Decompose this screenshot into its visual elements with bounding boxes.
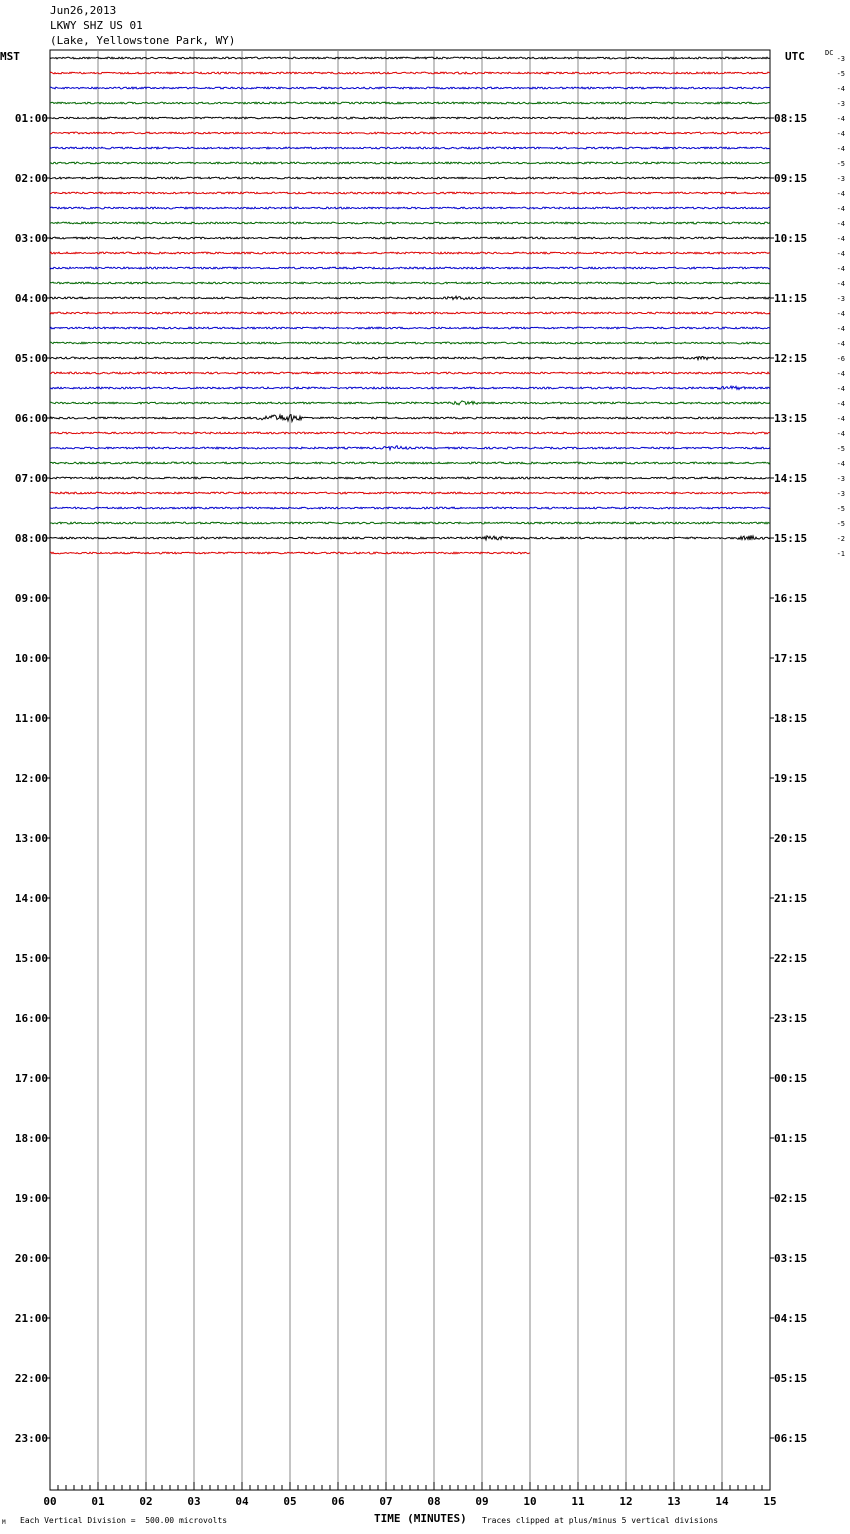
dc-offset-label: -3	[836, 175, 845, 183]
seismic-trace-25	[50, 432, 770, 434]
seismic-trace-1	[50, 72, 770, 74]
chart-date: Jun26,2013	[50, 4, 117, 17]
seismic-trace-17	[50, 312, 770, 314]
dc-offset-label: -3	[836, 490, 845, 498]
seismic-trace-19	[50, 342, 770, 344]
x-tick-label: 06	[331, 1495, 345, 1508]
x-axis-label: TIME (MINUTES)	[374, 1512, 467, 1525]
dc-offset-label: -2	[836, 535, 845, 543]
right-hour-label: 06:15	[774, 1432, 808, 1445]
right-hour-label: 04:15	[774, 1312, 808, 1325]
x-tick-label: 11	[571, 1495, 585, 1508]
seismic-trace-18	[50, 327, 770, 329]
right-hour-label: 08:15	[774, 112, 808, 125]
dc-offset-label: -5	[836, 70, 845, 78]
right-hour-label: 23:15	[774, 1012, 808, 1025]
dc-offset-label: -4	[836, 460, 845, 468]
right-hour-label: 10:15	[774, 232, 808, 245]
right-hour-label: 05:15	[774, 1372, 808, 1385]
left-hour-label: 05:00	[14, 352, 48, 365]
seismic-trace-11	[50, 222, 770, 224]
seismic-trace-9	[50, 192, 770, 194]
dc-offset-label: -4	[836, 220, 845, 228]
dc-offset-label: -4	[836, 310, 845, 318]
left-hour-label: 13:00	[14, 832, 48, 845]
right-hour-label: 02:15	[774, 1192, 808, 1205]
x-tick-label: 05	[283, 1495, 297, 1508]
left-hour-label: 10:00	[14, 652, 48, 665]
seismic-trace-0	[50, 57, 770, 59]
dc-offset-label: -4	[836, 115, 845, 123]
dc-offset-label: -4	[836, 85, 845, 93]
left-hour-label: 18:00	[14, 1132, 48, 1145]
seismic-trace-16	[50, 296, 770, 299]
x-tick-label: 14	[715, 1495, 729, 1508]
seismic-trace-6	[50, 147, 770, 149]
left-hour-label: 04:00	[14, 292, 48, 305]
right-hour-label: 00:15	[774, 1072, 808, 1085]
dc-label: DC	[825, 49, 834, 57]
chart-title: LKWY SHZ US 01	[50, 19, 143, 32]
x-tick-label: 00	[43, 1495, 57, 1508]
x-tick-label: 13	[667, 1495, 681, 1508]
right-hour-label: 03:15	[774, 1252, 808, 1265]
seismic-trace-15	[50, 282, 770, 284]
seismic-trace-14	[50, 267, 770, 269]
right-hour-label: 09:15	[774, 172, 808, 185]
dc-offset-label: -4	[836, 145, 845, 153]
left-hour-label: 06:00	[14, 412, 48, 425]
dc-offset-label: -4	[836, 400, 845, 408]
dc-offset-label: -6	[836, 355, 845, 363]
right-hour-label: 20:15	[774, 832, 808, 845]
left-hour-label: 09:00	[14, 592, 48, 605]
dc-offset-label: -4	[836, 325, 845, 333]
dc-offset-label: -5	[836, 160, 845, 168]
right-hour-label: 15:15	[774, 532, 808, 545]
dc-offset-label: -5	[836, 520, 845, 528]
seismic-trace-22	[50, 386, 770, 389]
dc-offset-label: -4	[836, 430, 845, 438]
seismic-trace-26	[50, 446, 770, 450]
clip-note: Traces clipped at plus/minus 5 vertical divisions	[482, 1516, 719, 1525]
x-tick-label: 15	[763, 1495, 777, 1508]
footer-mark: M	[2, 1519, 6, 1526]
dc-offset-label: -4	[836, 205, 845, 213]
seismic-trace-5	[50, 132, 770, 134]
right-hour-label: 13:15	[774, 412, 808, 425]
dc-offset-label: -4	[836, 265, 845, 273]
dc-offset-label: -4	[836, 235, 845, 243]
x-tick-label: 07	[379, 1495, 393, 1508]
right-hour-label: 19:15	[774, 772, 808, 785]
left-hour-label: 01:00	[14, 112, 48, 125]
seismic-trace-30	[50, 507, 770, 509]
dc-offset-label: -4	[836, 415, 845, 423]
left-hour-label: 08:00	[14, 532, 48, 545]
left-hour-label: 15:00	[14, 952, 48, 965]
seismic-trace-31	[50, 522, 770, 524]
seismic-trace-7	[50, 162, 770, 164]
left-hour-label: 03:00	[14, 232, 48, 245]
scale-note: Each Vertical Division = 500.00 microvolts	[20, 1516, 228, 1525]
left-hour-label: 19:00	[14, 1192, 48, 1205]
seismic-trace-13	[50, 252, 770, 254]
right-axis-timezone-label: UTC	[785, 50, 805, 63]
seismic-trace-23	[50, 401, 770, 405]
x-tick-label: 04	[235, 1495, 249, 1508]
dc-offset-label: -4	[836, 370, 845, 378]
x-tick-label: 02	[139, 1495, 153, 1508]
seismic-trace-32	[50, 535, 770, 540]
dc-offset-label: -4	[836, 385, 845, 393]
seismic-trace-29	[50, 492, 770, 494]
dc-offset-label: -3	[836, 100, 845, 108]
x-tick-label: 08	[427, 1495, 441, 1508]
dc-offset-label: -4	[836, 340, 845, 348]
right-hour-label: 17:15	[774, 652, 808, 665]
left-hour-label: 14:00	[14, 892, 48, 905]
dc-offset-label: -3	[836, 55, 845, 63]
left-hour-label: 20:00	[14, 1252, 48, 1265]
left-hour-label: 17:00	[14, 1072, 48, 1085]
left-axis-timezone-label: MST	[0, 50, 20, 63]
plot-frame	[50, 50, 770, 1490]
seismic-trace-2	[50, 87, 770, 89]
seismic-trace-20	[50, 356, 770, 359]
x-tick-label: 09	[475, 1495, 489, 1508]
dc-offset-label: -3	[836, 475, 845, 483]
dc-offset-label: -3	[836, 295, 845, 303]
dc-offset-label: -4	[836, 250, 845, 258]
right-hour-label: 01:15	[774, 1132, 808, 1145]
seismic-trace-8	[50, 177, 770, 179]
right-hour-label: 12:15	[774, 352, 808, 365]
dc-offset-label: -4	[836, 280, 845, 288]
left-hour-label: 23:00	[14, 1432, 48, 1445]
left-hour-label: 16:00	[14, 1012, 48, 1025]
seismic-trace-4	[50, 117, 770, 119]
seismic-trace-27	[50, 462, 770, 464]
dc-offset-label: -4	[836, 130, 845, 138]
left-hour-label: 12:00	[14, 772, 48, 785]
right-hour-label: 18:15	[774, 712, 808, 725]
x-tick-label: 01	[91, 1495, 105, 1508]
seismic-trace-3	[50, 102, 770, 104]
right-hour-label: 22:15	[774, 952, 808, 965]
x-tick-label: 12	[619, 1495, 633, 1508]
seismic-trace-21	[50, 372, 770, 374]
seismic-trace-10	[50, 207, 770, 209]
dc-offset-label: -4	[836, 190, 845, 198]
left-hour-label: 11:00	[14, 712, 48, 725]
chart-subtitle: (Lake, Yellowstone Park, WY)	[50, 34, 236, 47]
x-tick-label: 10	[523, 1495, 537, 1508]
seismic-trace-24	[50, 415, 770, 422]
right-hour-label: 11:15	[774, 292, 808, 305]
dc-offset-label: -5	[836, 445, 845, 453]
left-hour-label: 21:00	[14, 1312, 48, 1325]
right-hour-label: 16:15	[774, 592, 808, 605]
left-hour-label: 07:00	[14, 472, 48, 485]
x-tick-label: 03	[187, 1495, 201, 1508]
dc-offset-label: -1	[836, 550, 845, 558]
left-hour-label: 22:00	[14, 1372, 48, 1385]
dc-offset-label: -5	[836, 505, 845, 513]
right-hour-label: 14:15	[774, 472, 808, 485]
seismic-trace-12	[50, 237, 770, 239]
right-hour-label: 21:15	[774, 892, 808, 905]
left-hour-label: 02:00	[14, 172, 48, 185]
seismic-trace-28	[50, 477, 770, 479]
